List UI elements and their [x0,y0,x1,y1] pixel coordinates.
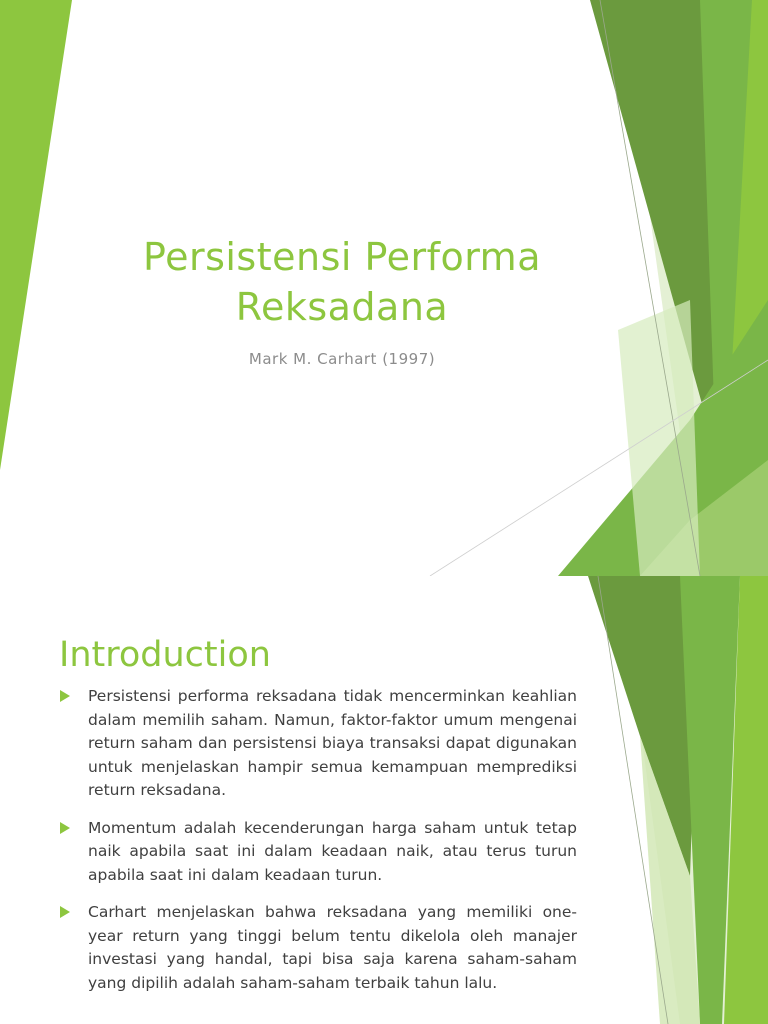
title-line-1: Persistensi Performa [143,235,541,279]
triangle-bullet-icon [60,690,70,702]
left-green-wedge [0,0,72,470]
bullet-item [59,901,577,995]
triangle-bullet-icon [60,822,70,834]
title-block [110,232,574,368]
bullet-text: Carhart menjelaskan bahwa reksadana yang memiliki one-year return yang tinggi belum tentu dikelola oleh manajer investasi yang handal, tapi bisa saja karena saham-saham yang dipilih adalah saham-saham terbaik tahun lalu. [88,903,577,992]
bullet-text: Persistensi performa reksadana tidak mencerminkan keahlian dalam memilih saham. Namun, faktor-faktor umum mengenai return saham dan persistensi biaya transaksi dapat digunakan untuk menjelaskan hampir semua kemampuan memprediksi return reksadana. [88,687,577,799]
triangle-bullet-icon [60,906,70,918]
main-title [110,232,574,332]
subtitle: Mark M. Carhart (1997) [248,350,436,368]
bullet-item [59,817,577,888]
title-line-2: Reksadana [235,285,449,329]
bullet-item [59,685,577,803]
bullet-list [59,685,577,1009]
bullet-text: Momentum adalah kecenderungan harga saham untuk tetap naik apabila saat ini dalam keadaan naik, atau terus turun apabila saat ini dalam keadaan turun. [88,818,577,884]
section-heading: Introduction [59,635,271,675]
